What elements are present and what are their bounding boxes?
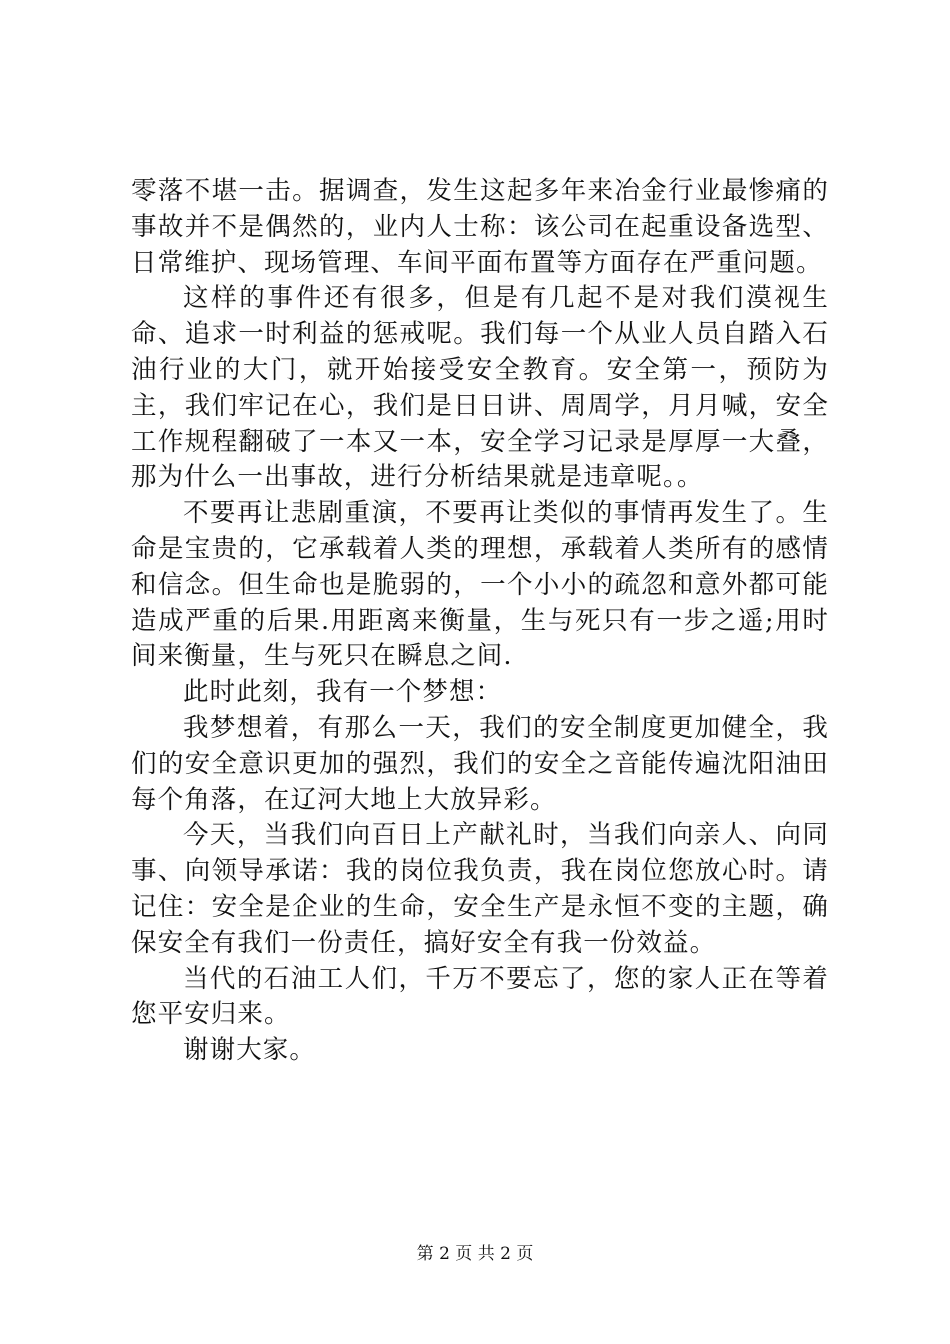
page-number-indicator: 第 2 页 共 2 页	[416, 1244, 534, 1264]
paragraph-7: 当代的石油工人们，千万不要忘了，您的家人正在等着您平安归来。	[131, 963, 829, 1030]
paragraph-8: 谢谢大家。	[183, 1035, 317, 1066]
paragraph-2: 这样的事件还有很多，但是有几起不是对我们漠视生命、追求一时利益的惩戒呢。我们每一个从业人员自踏入石油行业的大门，就开始接受安全教育。安全第一，预防为主，我们牢记在心，我们是日日讲、周周学，月月喊，安全工作规程翻破了一本又一本，安全学习记录是厚厚一大叠，那为什么一出事故，进行分析结果就是违章呢。。	[131, 283, 829, 493]
document-body	[131, 174, 829, 1069]
page-footer	[0, 1243, 950, 1265]
paragraph-4: 此时此刻，我有一个梦想：	[183, 677, 503, 708]
paragraph-1: 零落不堪一击。据调查，发生这起多年来冶金行业最惨痛的事故并不是偶然的，业内人士称：该公司在起重设备选型、日常维护、现场管理、车间平面布置等方面存在严重问题。	[131, 176, 829, 278]
paragraph-5: 我梦想着，有那么一天，我们的安全制度更加健全，我们的安全意识更加的强烈，我们的安全之音能传遍沈阳油田每个角落，在辽河大地上大放异彩。	[131, 712, 829, 815]
paragraph-6: 今天，当我们向百日上产献礼时，当我们向亲人、向同事、向领导承诺：我的岗位我负责，我在岗位您放心时。请记住：安全是企业的生命，安全生产是永恒不变的主题，确保安全有我们一份责任，搞好安全有我一份效益。	[131, 820, 829, 958]
paragraph-3: 不要再让悲剧重演，不要再让类似的事情再发生了。生命是宝贵的，它承载着人类的理想，承载着人类所有的感情和信念。但生命也是脆弱的，一个小小的疏忽和意外都可能造成严重的后果.用距离来衡量，生与死只有一步之遥;用时间来衡量，生与死只在瞬息之间.	[131, 498, 829, 672]
